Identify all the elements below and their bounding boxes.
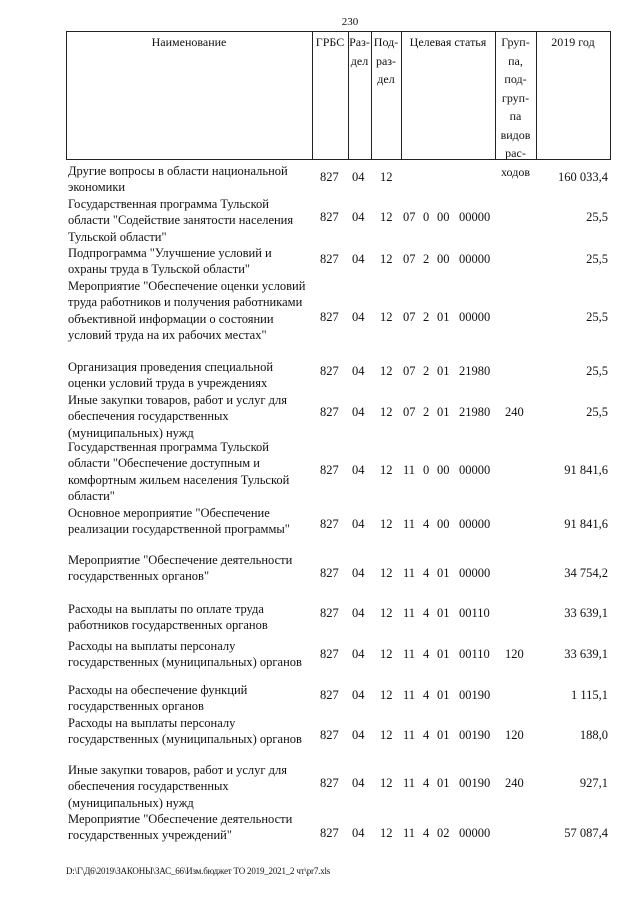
row-cs1-cell: 07 [403,405,416,419]
row-sum-cell: 25,5 [586,310,608,324]
row-sum-cell: 34 754,2 [564,566,608,580]
header-razdel: Раз- дел [349,35,370,68]
row-pr-cell: 12 [380,728,393,742]
row-cs1-cell: 11 [403,647,416,661]
file-path-footer: D:\Г\Д6\2019\ЗАКОНЫ\ЗАС_66\Изм.бюджет ТО 2019_2021_2 чт\pr7.xls [66,866,331,876]
row-pr-cell: 12 [380,606,393,620]
header-group: Груп- па, под- груп- па видов рас- ходов [500,35,531,179]
row-cs4-cell: 21980 [459,405,491,419]
row-pr-cell: 12 [380,405,393,419]
row-pr-cell: 12 [380,364,393,378]
row-name: Расходы на выплаты по оплате труда работников государственных органов [68,602,268,633]
row-cs3-cell: 01 [437,310,450,324]
row-cs2-cell: 2 [423,364,430,378]
row-cs3-cell: 01 [437,728,450,742]
row-cs2-cell: 4 [423,606,430,620]
header-target: Целевая статья [409,35,487,49]
row-cs3-cell: 00 [437,463,450,477]
row-grbs-cell: 827 [320,728,339,742]
row-cs4-cell: 00000 [459,310,491,324]
row-rz-cell: 04 [352,606,365,620]
row-cs1-cell: 11 [403,566,416,580]
row-cs3-cell: 01 [437,364,450,378]
row-sum-cell: 91 841,6 [564,517,608,531]
row-cs4-cell: 00190 [459,688,491,702]
row-cs1-cell: 11 [403,776,416,790]
row-grbs-cell: 827 [320,310,339,324]
header-name: Наименование [151,35,227,49]
row-cs1-cell: 11 [403,728,416,742]
row-sum-cell: 1 115,1 [570,688,608,702]
row-cs1-cell: 11 [403,826,416,840]
row-name: Государственная программа Тульской области "Содействие занятости населения Тульской области" [68,197,294,244]
row-rz-cell: 04 [352,170,365,184]
row-pr-cell: 12 [380,463,393,477]
row-rz-cell: 04 [352,647,365,661]
row-grbs-cell: 827 [320,210,339,224]
row-cs3-cell: 00 [437,210,450,224]
row-rz-cell: 04 [352,364,365,378]
row-name: Мероприятие "Обеспечение оценки условий труда работников и получения работниками объективной информации о состоянии условий труда на их рабочих местах" [68,279,306,342]
row-rz-cell: 04 [352,826,365,840]
row-pr-cell: 12 [380,566,393,580]
row-vr-cell: 120 [505,647,524,661]
row-cs2-cell: 0 [423,463,430,477]
row-cs2-cell: 2 [423,252,430,266]
row-vr-cell: 240 [505,405,524,419]
row-grbs-cell: 827 [320,688,339,702]
row-name: Организация проведения специальной оценки условий труда в учреждениях [68,360,274,391]
row-grbs-cell: 827 [320,405,339,419]
row-grbs-cell: 827 [320,776,339,790]
row-cs2-cell: 0 [423,210,430,224]
row-cs2-cell: 4 [423,776,430,790]
row-cs4-cell: 00000 [459,566,491,580]
row-grbs-cell: 827 [320,826,339,840]
row-cs3-cell: 00 [437,252,450,266]
row-cs1-cell: 07 [403,310,416,324]
row-cs3-cell: 00 [437,517,450,531]
row-pr-cell: 12 [380,776,393,790]
row-pr-cell: 12 [380,170,393,184]
row-name: Расходы на обеспечение функций государственных органов [68,683,248,714]
row-cs3-cell: 02 [437,826,450,840]
row-cs1-cell: 11 [403,463,416,477]
row-grbs-cell: 827 [320,252,339,266]
row-cs2-cell: 4 [423,566,430,580]
row-cs4-cell: 00190 [459,728,491,742]
row-cs4-cell: 21980 [459,364,491,378]
row-cs1-cell: 07 [403,210,416,224]
row-name: Подпрограмма "Улучшение условий и охраны труда в Тульской области" [68,246,272,277]
row-sum-cell: 927,1 [579,776,608,790]
row-cs1-cell: 11 [403,517,416,531]
header-year: 2019 год [551,35,595,49]
row-cs3-cell: 01 [437,776,450,790]
row-cs4-cell: 00000 [459,252,491,266]
row-grbs-cell: 827 [320,170,339,184]
row-name: Мероприятие "Обеспечение деятельности государственных учреждений" [68,812,293,843]
row-cs2-cell: 4 [423,688,430,702]
row-pr-cell: 12 [380,688,393,702]
row-sum-cell: 188,0 [579,728,608,742]
row-grbs-cell: 827 [320,517,339,531]
header-podrazdel: Под- раз- дел [373,35,399,86]
header-grbs: ГРБС [315,35,345,49]
row-pr-cell: 12 [380,252,393,266]
row-pr-cell: 12 [380,210,393,224]
row-cs1-cell: 07 [403,252,416,266]
row-pr-cell: 12 [380,647,393,661]
row-name: Мероприятие "Обеспечение деятельности государственных органов" [68,553,293,584]
row-sum-cell: 25,5 [586,252,608,266]
row-sum-cell: 91 841,6 [564,463,608,477]
row-name: Основное мероприятие "Обеспечение реализации государственной программы" [68,506,290,537]
row-cs4-cell: 00110 [459,606,490,620]
row-cs1-cell: 11 [403,606,416,620]
row-cs3-cell: 01 [437,405,450,419]
row-pr-cell: 12 [380,826,393,840]
row-cs3-cell: 01 [437,647,450,661]
row-cs3-cell: 01 [437,566,450,580]
row-cs1-cell: 07 [403,364,416,378]
row-sum-cell: 25,5 [586,405,608,419]
row-cs4-cell: 00000 [459,517,491,531]
row-sum-cell: 33 639,1 [564,647,608,661]
row-rz-cell: 04 [352,252,365,266]
row-name: Иные закупки товаров, работ и услуг для обеспечения государственных (муниципальных) нужд [68,763,288,810]
row-vr-cell: 240 [505,776,524,790]
row-rz-cell: 04 [352,210,365,224]
row-name: Расходы на выплаты персоналу государственных (муниципальных) органов [68,716,302,747]
row-sum-cell: 57 087,4 [564,826,608,840]
row-cs4-cell: 00000 [459,463,491,477]
row-cs2-cell: 4 [423,647,430,661]
row-cs3-cell: 01 [437,688,450,702]
row-rz-cell: 04 [352,566,365,580]
row-grbs-cell: 827 [320,566,339,580]
row-cs2-cell: 2 [423,405,430,419]
row-cs2-cell: 2 [423,310,430,324]
row-rz-cell: 04 [352,776,365,790]
row-cs2-cell: 4 [423,826,430,840]
row-pr-cell: 12 [380,310,393,324]
row-name: Расходы на выплаты персоналу государственных (муниципальных) органов [68,639,302,670]
row-grbs-cell: 827 [320,364,339,378]
row-pr-cell: 12 [380,517,393,531]
row-grbs-cell: 827 [320,647,339,661]
row-name: Государственная программа Тульской области "Обеспечение доступным и комфортным жильем населения Тульской области" [68,440,290,503]
row-cs4-cell: 00000 [459,826,491,840]
page-number: 230 [341,16,359,28]
row-cs4-cell: 00000 [459,210,491,224]
row-sum-cell: 33 639,1 [564,606,608,620]
col-divider [610,31,611,160]
row-rz-cell: 04 [352,463,365,477]
row-cs3-cell: 01 [437,606,450,620]
row-grbs-cell: 827 [320,606,339,620]
row-cs2-cell: 4 [423,728,430,742]
row-vr-cell: 120 [505,728,524,742]
row-rz-cell: 04 [352,517,365,531]
row-rz-cell: 04 [352,728,365,742]
row-cs2-cell: 4 [423,517,430,531]
row-rz-cell: 04 [352,310,365,324]
header-top-border [66,31,611,32]
row-grbs-cell: 827 [320,463,339,477]
row-rz-cell: 04 [352,688,365,702]
row-name: Иные закупки товаров, работ и услуг для обеспечения государственных (муниципальных) нужд [68,393,288,440]
row-sum-cell: 160 033,4 [558,170,608,184]
row-sum-cell: 25,5 [586,210,608,224]
row-cs4-cell: 00110 [459,647,490,661]
row-cs1-cell: 11 [403,688,416,702]
row-name: Другие вопросы в области национальной экономики [68,164,288,195]
row-rz-cell: 04 [352,405,365,419]
row-cs4-cell: 00190 [459,776,491,790]
row-sum-cell: 25,5 [586,364,608,378]
